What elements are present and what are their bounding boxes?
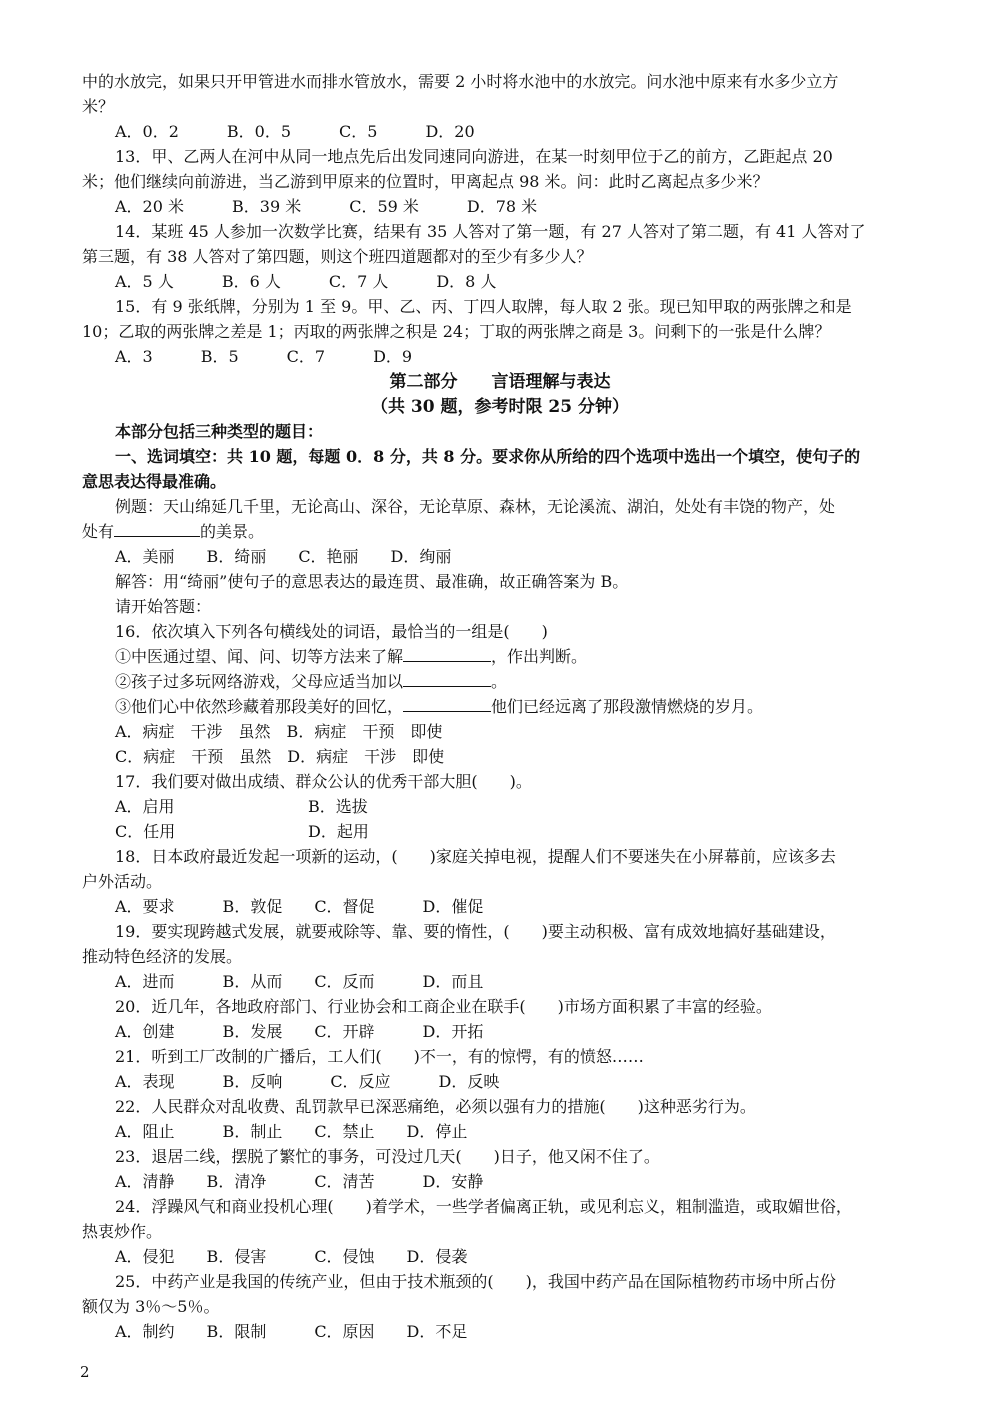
type1-instruction: 一、选词填空：共 10 题，每题 0．8 分，共 8 分。要求你从所给的四个选项中选出一个填空，使句子的 [115, 447, 861, 466]
text-span: 处有 [82, 522, 115, 541]
question-13: 13．甲、乙两人在河中从同一地点先后出发同速同向游进，在某一时刻甲位于乙的前方，乙距起点 20 [115, 147, 833, 166]
question-21: 21．听到工厂改制的广播后，工人们( )不一，有的惊愕，有的愤怒…… [115, 1047, 644, 1066]
text-line: 额仅为 3％～5％。 [82, 1297, 220, 1316]
options-line [115, 795, 915, 819]
options-line: A．阻止 B．制止 C．禁止 D．停止 [115, 1122, 468, 1141]
option-b: B．选拔 [308, 797, 368, 816]
q16-sentence-1 [115, 645, 915, 669]
question-14: 14．某班 45 人参加一次数学比赛，结果有 35 人答对了第一题，有 27 人答对了第二题，有 41 人答对了 [115, 222, 866, 241]
options-line: C．病症 干预 虽然 D．病症 干涉 即使 [115, 747, 445, 766]
fill-blank [403, 672, 491, 687]
fill-blank [114, 522, 200, 537]
section-subtitle: （共 30 题，参考时限 25 分钟） [371, 397, 629, 417]
example-options: A．美丽 B．绮丽 C．艳丽 D．绚丽 [115, 547, 452, 566]
question-25: 25．中药产业是我国的传统产业，但由于技术瓶颈的( )，我国中药产品在国际植物药市场中所占份 [115, 1272, 836, 1291]
example-answer: 解答：用“绮丽”使句子的意思表达的最连贯、最准确，故正确答案为 B。 [115, 572, 629, 591]
question-22: 22．人民群众对乱收费、乱罚款早已深恶痛绝，必须以强有力的措施( )这种恶劣行为。 [115, 1097, 756, 1116]
options-line: A．表现 B．反响 C．反应 D．反映 [115, 1072, 500, 1091]
page-number: 2 [80, 1363, 90, 1381]
question-18: 18．日本政府最近发起一项新的运动，( )家庭关掉电视，提醒人们不要迷失在小屏幕前，应该多去 [115, 847, 836, 866]
question-15: 15．有 9 张纸牌，分别为 1 至 9。甲、乙、丙、丁四人取牌，每人取 2 张。现已知甲取的两张牌之和是 [115, 297, 852, 316]
section-intro: 本部分包括三种类型的题目： [115, 422, 324, 441]
q16-sentence-3 [115, 695, 915, 719]
options-line: A．3 B．5 C．7 D．9 [115, 347, 413, 366]
example-stem-cont [82, 520, 915, 544]
section-title: 第二部分 言语理解与表达 [389, 372, 611, 392]
question-23: 23．退居二线，摆脱了繁忙的事务，可没过几天( )日子，他又闲不住了。 [115, 1147, 660, 1166]
question-16: 16．依次填入下列各句横线处的词语，最恰当的一组是( ) [115, 622, 548, 641]
text-span: 他们已经远离了那段激情燃烧的岁月。 [491, 697, 764, 716]
text-line: 第三题，有 38 人答对了第四题，则这个班四道题都对的至少有多少人？ [82, 247, 593, 266]
text-line: 推动特色经济的发展。 [82, 947, 243, 966]
options-line: A．0．2 B．0．5 C．5 D．20 [115, 122, 475, 141]
options-line: A．进而 B．从而 C．反而 D．而且 [115, 972, 484, 991]
type1-instruction-cont: 意思表达得最准确。 [82, 472, 227, 491]
options-line: A．制约 B．限制 C．原因 D．不足 [115, 1322, 468, 1341]
text-line: 户外活动。 [82, 872, 163, 891]
question-20: 20．近几年，各地政府部门、行业协会和工商企业在联手( )市场方面积累了丰富的经验。 [115, 997, 772, 1016]
start-prompt: 请开始答题： [115, 597, 212, 616]
question-24: 24．浮躁风气和商业投机心理( )着学术，一些学者偏离正轨，或见利忘义，粗制滥造，或取媚世俗， [115, 1197, 852, 1216]
options-line: A．病症 干涉 虽然 B．病症 干预 即使 [115, 722, 443, 741]
text-span: ③他们心中依然珍藏着那段美好的回忆， [115, 697, 404, 716]
options-line: A．要求 B．敦促 C．督促 D．催促 [115, 897, 484, 916]
example-stem: 例题：天山绵延几千里，无论高山、深谷，无论草原、森林，无论溪流、湖泊，处处有丰饶的物产，处 [115, 497, 836, 516]
text-span: 的美景。 [200, 522, 265, 541]
text-line: 米？ [82, 97, 115, 116]
text-line: 热衷炒作。 [82, 1222, 163, 1241]
text-line: 米；他们继续向前游进，当乙游到甲原来的位置时，甲离起点 98 米。问：此时乙离起点多少米？ [82, 172, 769, 191]
text-span: ②孩子过多玩网络游戏，父母应适当加以 [115, 672, 404, 691]
text-line: 10；乙取的两张牌之差是 1；丙取的两张牌之积是 24；丁取的两张牌之商是 3。问剩下的一张是什么牌？ [82, 322, 831, 341]
options-line: A．创建 B．发展 C．开辟 D．开拓 [115, 1022, 484, 1041]
options-line: A．侵犯 B．侵害 C．侵蚀 D．侵袭 [115, 1247, 468, 1266]
option-d: D．起用 [308, 822, 369, 841]
fill-blank [403, 697, 491, 712]
text-line: 中的水放完，如果只开甲管进水而排水管放水，需要 2 小时将水池中的水放完。问水池中原来有水多少立方 [82, 72, 839, 91]
text-span: ，作出判断。 [491, 647, 588, 666]
question-19: 19．要实现跨越式发展，就要戒除等、靠、要的惰性，( )要主动积极、富有成效地搞好基础建设， [115, 922, 836, 941]
options-line: A．20 米 B．39 米 C．59 米 D．78 米 [115, 197, 538, 216]
text-span: ①中医通过望、闻、问、切等方法来了解 [115, 647, 404, 666]
q16-sentence-2 [115, 670, 915, 694]
fill-blank [403, 647, 491, 662]
option-a: A．启用 [115, 797, 175, 816]
question-17: 17．我们要对做出成绩、群众公认的优秀干部大胆( )。 [115, 772, 532, 791]
option-c: C．任用 [115, 822, 176, 841]
options-line [115, 820, 915, 844]
options-line: A．清静 B．清净 C．清苦 D．安静 [115, 1172, 484, 1191]
options-line: A．5 人 B．6 人 C．7 人 D．8 人 [115, 272, 497, 291]
text-span: 。 [491, 672, 508, 691]
